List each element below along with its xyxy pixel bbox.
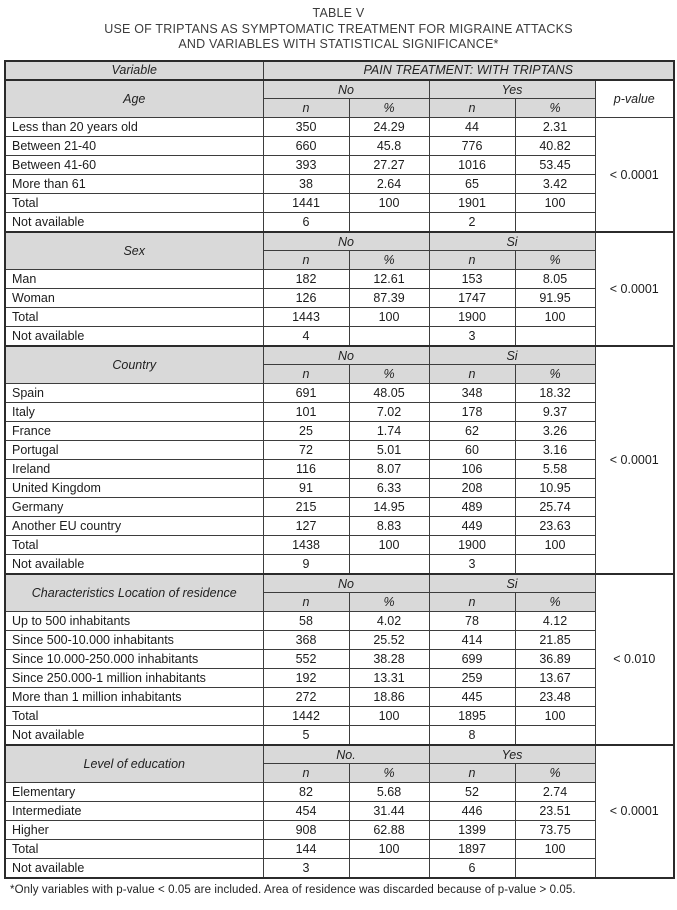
yes-n-cell: 3 bbox=[429, 327, 515, 346]
yes-pct-cell bbox=[515, 213, 595, 232]
no-pct-cell: 100 bbox=[349, 194, 429, 213]
yes-pct-cell: 91.95 bbox=[515, 289, 595, 308]
table-row bbox=[5, 422, 674, 441]
table-row bbox=[5, 783, 674, 802]
no-pct-cell: 5.01 bbox=[349, 441, 429, 460]
no-n-cell: 144 bbox=[263, 840, 349, 859]
row-label: Total bbox=[5, 536, 263, 555]
no-n-cell: 4 bbox=[263, 327, 349, 346]
yes-pct-cell: 53.45 bbox=[515, 156, 595, 175]
row-label: Since 10.000-250.000 inhabitants bbox=[5, 650, 263, 669]
n-header: n bbox=[429, 365, 515, 384]
no-n-cell: 101 bbox=[263, 403, 349, 422]
pct-header: % bbox=[349, 365, 429, 384]
section-label: Characteristics Location of residence bbox=[5, 574, 263, 612]
table-caption bbox=[4, 6, 673, 53]
row-label: Spain bbox=[5, 384, 263, 403]
yes-n-cell: 1016 bbox=[429, 156, 515, 175]
no-n-cell: 3 bbox=[263, 859, 349, 878]
no-n-cell: 393 bbox=[263, 156, 349, 175]
yes-pct-cell bbox=[515, 327, 595, 346]
main-header-row bbox=[5, 61, 674, 80]
no-pct-cell: 31.44 bbox=[349, 802, 429, 821]
no-pct-cell: 25.52 bbox=[349, 631, 429, 650]
no-pct-cell bbox=[349, 555, 429, 574]
no-pct-cell: 6.33 bbox=[349, 479, 429, 498]
pct-header: % bbox=[349, 251, 429, 270]
no-pct-cell: 24.29 bbox=[349, 118, 429, 137]
table-row bbox=[5, 384, 674, 403]
no-n-cell: 5 bbox=[263, 726, 349, 745]
table-row bbox=[5, 612, 674, 631]
yes-n-cell: 1900 bbox=[429, 536, 515, 555]
table-row-not-available bbox=[5, 859, 674, 878]
yes-n-cell: 3 bbox=[429, 555, 515, 574]
yes-pct-cell: 10.95 bbox=[515, 479, 595, 498]
yes-pct-cell: 100 bbox=[515, 707, 595, 726]
n-header: n bbox=[429, 593, 515, 612]
yes-n-cell: 1900 bbox=[429, 308, 515, 327]
yes-n-cell: 1895 bbox=[429, 707, 515, 726]
table-row-not-available bbox=[5, 213, 674, 232]
table-row bbox=[5, 821, 674, 840]
n-header: n bbox=[429, 764, 515, 783]
row-label: France bbox=[5, 422, 263, 441]
yes-pct-cell: 13.67 bbox=[515, 669, 595, 688]
no-n-cell: 272 bbox=[263, 688, 349, 707]
yes-n-cell: 60 bbox=[429, 441, 515, 460]
row-label: Not available bbox=[5, 213, 263, 232]
no-n-cell: 58 bbox=[263, 612, 349, 631]
no-pct-cell bbox=[349, 327, 429, 346]
yes-n-cell: 2 bbox=[429, 213, 515, 232]
no-n-cell: 126 bbox=[263, 289, 349, 308]
yes-pct-cell: 5.58 bbox=[515, 460, 595, 479]
no-pct-cell: 8.07 bbox=[349, 460, 429, 479]
yes-n-cell: 699 bbox=[429, 650, 515, 669]
table-row bbox=[5, 118, 674, 137]
yes-n-cell: 208 bbox=[429, 479, 515, 498]
yes-n-cell: 178 bbox=[429, 403, 515, 422]
col-header-treatment: PAIN TREATMENT: WITH TRIPTANS bbox=[263, 61, 674, 80]
no-pct-cell: 100 bbox=[349, 308, 429, 327]
no-pct-cell: 18.86 bbox=[349, 688, 429, 707]
no-pct-cell: 4.02 bbox=[349, 612, 429, 631]
no-n-cell: 350 bbox=[263, 118, 349, 137]
table-row bbox=[5, 137, 674, 156]
section-header-row-country bbox=[5, 346, 674, 365]
yes-column-header: Si bbox=[429, 574, 595, 593]
table-row bbox=[5, 175, 674, 194]
p-value-cell: < 0.0001 bbox=[595, 118, 674, 232]
row-label: More than 1 million inhabitants bbox=[5, 688, 263, 707]
no-column-header: No bbox=[263, 80, 429, 99]
no-n-cell: 182 bbox=[263, 270, 349, 289]
pct-header: % bbox=[349, 593, 429, 612]
no-n-cell: 1441 bbox=[263, 194, 349, 213]
yes-pct-cell: 18.32 bbox=[515, 384, 595, 403]
col-header-variable: Variable bbox=[5, 61, 263, 80]
row-label: Since 500-10.000 inhabitants bbox=[5, 631, 263, 650]
table-row bbox=[5, 631, 674, 650]
yes-pct-cell: 100 bbox=[515, 536, 595, 555]
yes-column-header: Si bbox=[429, 232, 595, 251]
no-n-cell: 9 bbox=[263, 555, 349, 574]
yes-pct-cell: 100 bbox=[515, 308, 595, 327]
p-value-cell: < 0.0001 bbox=[595, 745, 674, 878]
no-n-cell: 1438 bbox=[263, 536, 349, 555]
yes-n-cell: 1897 bbox=[429, 840, 515, 859]
row-label: Italy bbox=[5, 403, 263, 422]
table-row bbox=[5, 156, 674, 175]
no-pct-cell: 100 bbox=[349, 707, 429, 726]
yes-pct-cell bbox=[515, 555, 595, 574]
no-n-cell: 116 bbox=[263, 460, 349, 479]
no-n-cell: 192 bbox=[263, 669, 349, 688]
row-label: Since 250.000-1 million inhabitants bbox=[5, 669, 263, 688]
section-label: Country bbox=[5, 346, 263, 384]
table-footnote: *Only variables with p-value < 0.05 are included. Area of residence was discarded because of p-value > 0.05. bbox=[10, 883, 576, 896]
table-row-total bbox=[5, 194, 674, 213]
section-label: Age bbox=[5, 80, 263, 118]
pct-header: % bbox=[515, 251, 595, 270]
row-label: Total bbox=[5, 707, 263, 726]
yes-pct-cell: 8.05 bbox=[515, 270, 595, 289]
n-header: n bbox=[429, 99, 515, 118]
table-title-line-2: AND VARIABLES WITH STATISTICAL SIGNIFICANCE* bbox=[178, 37, 499, 52]
yes-n-cell: 776 bbox=[429, 137, 515, 156]
no-pct-cell: 38.28 bbox=[349, 650, 429, 669]
no-pct-cell: 100 bbox=[349, 536, 429, 555]
yes-n-cell: 446 bbox=[429, 802, 515, 821]
yes-pct-cell: 2.74 bbox=[515, 783, 595, 802]
row-label: Woman bbox=[5, 289, 263, 308]
no-n-cell: 38 bbox=[263, 175, 349, 194]
no-n-cell: 6 bbox=[263, 213, 349, 232]
yes-pct-cell: 23.51 bbox=[515, 802, 595, 821]
no-pct-cell: 14.95 bbox=[349, 498, 429, 517]
row-label: Total bbox=[5, 308, 263, 327]
pct-header: % bbox=[515, 365, 595, 384]
yes-pct-cell: 3.42 bbox=[515, 175, 595, 194]
table-row bbox=[5, 688, 674, 707]
yes-n-cell: 44 bbox=[429, 118, 515, 137]
n-header: n bbox=[263, 764, 349, 783]
yes-n-cell: 445 bbox=[429, 688, 515, 707]
pct-header: % bbox=[515, 593, 595, 612]
row-label: Total bbox=[5, 194, 263, 213]
pct-header: % bbox=[349, 99, 429, 118]
table-row-total bbox=[5, 536, 674, 555]
no-pct-cell bbox=[349, 859, 429, 878]
yes-n-cell: 1901 bbox=[429, 194, 515, 213]
no-n-cell: 82 bbox=[263, 783, 349, 802]
row-label: Higher bbox=[5, 821, 263, 840]
row-label: Ireland bbox=[5, 460, 263, 479]
table-row-total bbox=[5, 840, 674, 859]
no-pct-cell bbox=[349, 213, 429, 232]
no-column-header: No bbox=[263, 232, 429, 251]
p-value-cell: < 0.0001 bbox=[595, 232, 674, 346]
row-label: Intermediate bbox=[5, 802, 263, 821]
n-header: n bbox=[263, 251, 349, 270]
no-n-cell: 25 bbox=[263, 422, 349, 441]
yes-pct-cell: 2.31 bbox=[515, 118, 595, 137]
table-number: TABLE V bbox=[312, 6, 365, 20]
section-header-row-sex bbox=[5, 232, 674, 251]
section-header-row-residence bbox=[5, 574, 674, 593]
table-row bbox=[5, 669, 674, 688]
no-n-cell: 454 bbox=[263, 802, 349, 821]
table-row-not-available bbox=[5, 327, 674, 346]
table-row bbox=[5, 289, 674, 308]
no-n-cell: 127 bbox=[263, 517, 349, 536]
yes-pct-cell: 23.48 bbox=[515, 688, 595, 707]
table-row bbox=[5, 441, 674, 460]
table-row-total bbox=[5, 308, 674, 327]
no-column-header: No. bbox=[263, 745, 429, 764]
yes-n-cell: 62 bbox=[429, 422, 515, 441]
no-n-cell: 691 bbox=[263, 384, 349, 403]
no-n-cell: 908 bbox=[263, 821, 349, 840]
row-label: Not available bbox=[5, 555, 263, 574]
yes-pct-cell: 4.12 bbox=[515, 612, 595, 631]
table-row bbox=[5, 479, 674, 498]
no-n-cell: 552 bbox=[263, 650, 349, 669]
section-header-row-age bbox=[5, 80, 674, 99]
yes-n-cell: 6 bbox=[429, 859, 515, 878]
n-header: n bbox=[429, 251, 515, 270]
yes-column-header: Yes bbox=[429, 80, 595, 99]
no-pct-cell bbox=[349, 726, 429, 745]
yes-n-cell: 153 bbox=[429, 270, 515, 289]
table-row bbox=[5, 517, 674, 536]
pct-header: % bbox=[349, 764, 429, 783]
yes-pct-cell: 23.63 bbox=[515, 517, 595, 536]
section-label: Sex bbox=[5, 232, 263, 270]
yes-n-cell: 65 bbox=[429, 175, 515, 194]
yes-pct-cell bbox=[515, 726, 595, 745]
table-row bbox=[5, 403, 674, 422]
row-label: Another EU country bbox=[5, 517, 263, 536]
yes-pct-cell: 36.89 bbox=[515, 650, 595, 669]
yes-n-cell: 78 bbox=[429, 612, 515, 631]
no-pct-cell: 8.83 bbox=[349, 517, 429, 536]
yes-n-cell: 449 bbox=[429, 517, 515, 536]
no-pct-cell: 48.05 bbox=[349, 384, 429, 403]
yes-n-cell: 348 bbox=[429, 384, 515, 403]
table-row-total bbox=[5, 707, 674, 726]
yes-pct-cell: 21.85 bbox=[515, 631, 595, 650]
n-header: n bbox=[263, 365, 349, 384]
row-label: Not available bbox=[5, 327, 263, 346]
row-label: Portugal bbox=[5, 441, 263, 460]
no-pct-cell: 62.88 bbox=[349, 821, 429, 840]
yes-n-cell: 1399 bbox=[429, 821, 515, 840]
pct-header: % bbox=[515, 99, 595, 118]
table-row bbox=[5, 498, 674, 517]
p-value-column-header: p-value bbox=[595, 80, 674, 118]
table-row-not-available bbox=[5, 726, 674, 745]
yes-n-cell: 259 bbox=[429, 669, 515, 688]
no-n-cell: 215 bbox=[263, 498, 349, 517]
yes-n-cell: 1747 bbox=[429, 289, 515, 308]
yes-n-cell: 106 bbox=[429, 460, 515, 479]
yes-n-cell: 414 bbox=[429, 631, 515, 650]
no-pct-cell: 5.68 bbox=[349, 783, 429, 802]
yes-pct-cell: 3.26 bbox=[515, 422, 595, 441]
n-header: n bbox=[263, 99, 349, 118]
yes-n-cell: 489 bbox=[429, 498, 515, 517]
no-n-cell: 72 bbox=[263, 441, 349, 460]
row-label: United Kingdom bbox=[5, 479, 263, 498]
no-pct-cell: 45.8 bbox=[349, 137, 429, 156]
no-pct-cell: 12.61 bbox=[349, 270, 429, 289]
no-n-cell: 1442 bbox=[263, 707, 349, 726]
row-label: Man bbox=[5, 270, 263, 289]
row-label: More than 61 bbox=[5, 175, 263, 194]
yes-pct-cell: 73.75 bbox=[515, 821, 595, 840]
yes-column-header: Si bbox=[429, 346, 595, 365]
yes-pct-cell: 100 bbox=[515, 194, 595, 213]
table-title-line-1: USE OF TRIPTANS AS SYMPTOMATIC TREATMENT FOR MIGRAINE ATTACKS bbox=[104, 21, 573, 36]
row-label: Not available bbox=[5, 859, 263, 878]
no-pct-cell: 100 bbox=[349, 840, 429, 859]
yes-pct-cell: 3.16 bbox=[515, 441, 595, 460]
no-pct-cell: 87.39 bbox=[349, 289, 429, 308]
no-pct-cell: 7.02 bbox=[349, 403, 429, 422]
yes-pct-cell: 40.82 bbox=[515, 137, 595, 156]
row-label: Between 41-60 bbox=[5, 156, 263, 175]
n-header: n bbox=[263, 593, 349, 612]
row-label: Total bbox=[5, 840, 263, 859]
table-row-not-available bbox=[5, 555, 674, 574]
no-column-header: No bbox=[263, 574, 429, 593]
table-row bbox=[5, 802, 674, 821]
table-row bbox=[5, 270, 674, 289]
yes-pct-cell: 9.37 bbox=[515, 403, 595, 422]
row-label: Not available bbox=[5, 726, 263, 745]
yes-n-cell: 52 bbox=[429, 783, 515, 802]
yes-pct-cell: 25.74 bbox=[515, 498, 595, 517]
no-pct-cell: 13.31 bbox=[349, 669, 429, 688]
triptans-table bbox=[4, 60, 675, 879]
section-label: Level of education bbox=[5, 745, 263, 783]
p-value-cell: < 0.0001 bbox=[595, 346, 674, 574]
yes-pct-cell: 100 bbox=[515, 840, 595, 859]
row-label: Elementary bbox=[5, 783, 263, 802]
yes-column-header: Yes bbox=[429, 745, 595, 764]
no-n-cell: 368 bbox=[263, 631, 349, 650]
no-n-cell: 660 bbox=[263, 137, 349, 156]
row-label: Less than 20 years old bbox=[5, 118, 263, 137]
row-label: Up to 500 inhabitants bbox=[5, 612, 263, 631]
no-n-cell: 1443 bbox=[263, 308, 349, 327]
section-header-row-education bbox=[5, 745, 674, 764]
table-row bbox=[5, 650, 674, 669]
p-value-cell: < 0.010 bbox=[595, 574, 674, 745]
yes-pct-cell bbox=[515, 859, 595, 878]
no-column-header: No bbox=[263, 346, 429, 365]
row-label: Germany bbox=[5, 498, 263, 517]
yes-n-cell: 8 bbox=[429, 726, 515, 745]
no-n-cell: 91 bbox=[263, 479, 349, 498]
no-pct-cell: 27.27 bbox=[349, 156, 429, 175]
pct-header: % bbox=[515, 764, 595, 783]
no-pct-cell: 1.74 bbox=[349, 422, 429, 441]
table-row bbox=[5, 460, 674, 479]
row-label: Between 21-40 bbox=[5, 137, 263, 156]
no-pct-cell: 2.64 bbox=[349, 175, 429, 194]
